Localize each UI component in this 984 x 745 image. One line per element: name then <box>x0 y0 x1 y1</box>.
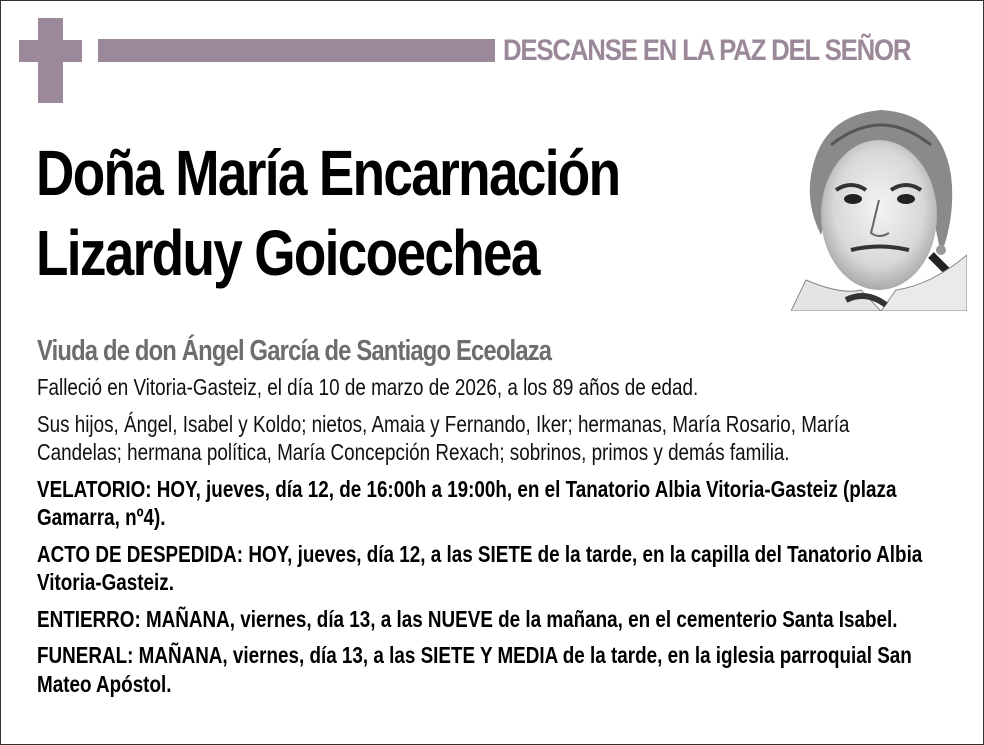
family-paragraph: Sus hijos, Ángel, Isabel y Koldo; nietos, Amaia y Fernando, Iker; hermanas, María Rosario, María Candelas; hermana política, María Concepción Rexach; sobrinos, primos y demás familia. <box>37 410 850 465</box>
death-notice-paragraph: Falleció en Vitoria-Gasteiz, el día 10 de marzo de 2026, a los 89 años de edad. <box>37 374 699 400</box>
portrait-photo <box>791 105 967 311</box>
despedida-paragraph: ACTO DE DESPEDIDA: HOY, jueves, día 12, a las SIETE de la tarde, en la capilla del Tanatorio Albia Vitoria-Gasteiz. <box>37 540 923 595</box>
funeral-paragraph: FUNERAL: MAÑANA, viernes, día 13, a las SIETE Y MEDIA de la tarde, en la iglesia parroquial San Mateo Apóstol. <box>37 642 912 697</box>
obituary-body <box>37 373 923 706</box>
velatorio-paragraph: VELATORIO: HOY, jueves, día 12, de 16:00h a 19:00h, en el Tanatorio Albia Vitoria-Gasteiz (plaza Gamarra, nº4). <box>37 475 897 530</box>
name-line-1: Doña María Encarnación <box>36 137 620 209</box>
widow-of-subtitle: Viuda de don Ángel García de Santiago Eceolaza <box>37 335 552 367</box>
name-line-2: Lizarduy Goicoechea <box>36 217 539 289</box>
banner-text: DESCANSE EN LA PAZ DEL SEÑOR <box>503 34 911 67</box>
entierro-paragraph: ENTIERRO: MAÑANA, viernes, día 13, a las NUEVE de la mañana, en el cementerio Santa Isabel. <box>37 605 898 632</box>
deceased-name <box>36 133 619 293</box>
cross-horizontal-bar <box>19 40 82 62</box>
header-divider-bar <box>98 39 495 62</box>
